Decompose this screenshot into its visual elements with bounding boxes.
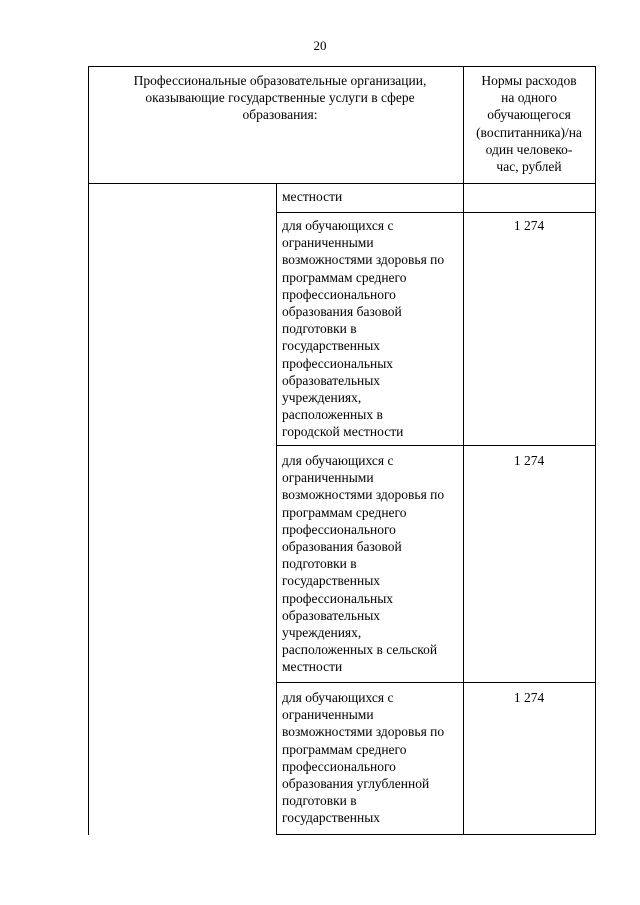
header-right-line: Нормы расходов [481,73,577,88]
row-text-line: государственных [282,810,381,826]
row-2-bottom-border [276,445,596,446]
table-row-2-description [282,217,462,441]
header-right-line: один человеко- [485,141,573,157]
row-text-line: профессиональных [282,590,394,606]
row-text-line: программам среднего [282,504,407,520]
table-bottom-border [276,834,596,835]
subcolumn-left-divider [276,183,277,835]
row-text-line: ограниченными [282,235,374,251]
table-row-1-description [282,188,462,205]
table-right-border [595,66,596,835]
row-text-line: государственных [282,573,381,589]
header-right-line: обучающегося [487,107,571,123]
row-text-line: для обучающихся с [282,453,394,468]
subcolumn-right-divider [463,183,464,835]
row-text-line: профессионального [282,758,396,774]
row-text-line: государственных [282,338,381,354]
header-left-line: Профессиональные образовательные организации, [133,73,427,88]
table-row-2-value: 1 274 [513,218,545,233]
header-bottom-border [88,183,596,184]
row-text-line: программам среднего [282,741,407,757]
row-text-line: местности [282,659,343,675]
row-text-line: городской местности [282,424,404,440]
row-text-line: профессионального [282,521,396,537]
table-top-border [88,66,596,67]
row-text-line: учреждениях, [282,390,362,406]
header-norms-cell [466,72,592,175]
header-organizations-cell [100,72,460,124]
row-text-line: ограниченными [282,707,374,723]
row-text-line: программам среднего [282,269,407,285]
table-left-border [88,66,89,835]
page-number: 20 [313,38,327,53]
header-right-line: час, рублей [496,159,562,175]
row-text-line: образовательных [282,607,381,623]
row-text-line: ограниченными [282,470,374,486]
table-row-3-value: 1 274 [513,453,545,468]
row-text-line: образования углубленной [282,776,430,792]
row-text-line: профессиональных [282,355,394,371]
row-text-line: подготовки в [282,556,357,572]
row-text-line: подготовки в [282,321,357,337]
row-text-line: возможностями здоровья по [282,487,445,503]
row-text-line: образования базовой [282,539,402,555]
header-left-line: оказывающие государственные услуги в сфере [145,90,415,106]
row-text-line: для обучающихся с [282,218,394,233]
row-text-line: расположенных в сельской [282,642,438,658]
header-column-divider [463,66,464,183]
row-text-line: образовательных [282,372,381,388]
row-3-bottom-border [276,682,596,683]
header-right-line: (воспитанника)/на [476,124,582,140]
row-text-line: местности [282,189,343,204]
row-text-line: возможностями здоровья по [282,724,445,740]
row-text-line: образования базовой [282,304,402,320]
row-text-line: возможностями здоровья по [282,252,445,268]
row-text-line: профессионального [282,286,396,302]
row-1-bottom-border [276,212,596,213]
table-row-4-description [282,689,462,827]
table-row-3-description [282,452,462,676]
row-text-line: расположенных в [282,407,383,423]
table-row-4-value: 1 274 [513,690,545,705]
row-text-line: учреждениях, [282,625,362,641]
header-left-line: образования: [242,107,318,123]
header-right-line: на одного [501,90,557,106]
row-text-line: подготовки в [282,793,357,809]
row-text-line: для обучающихся с [282,690,394,705]
